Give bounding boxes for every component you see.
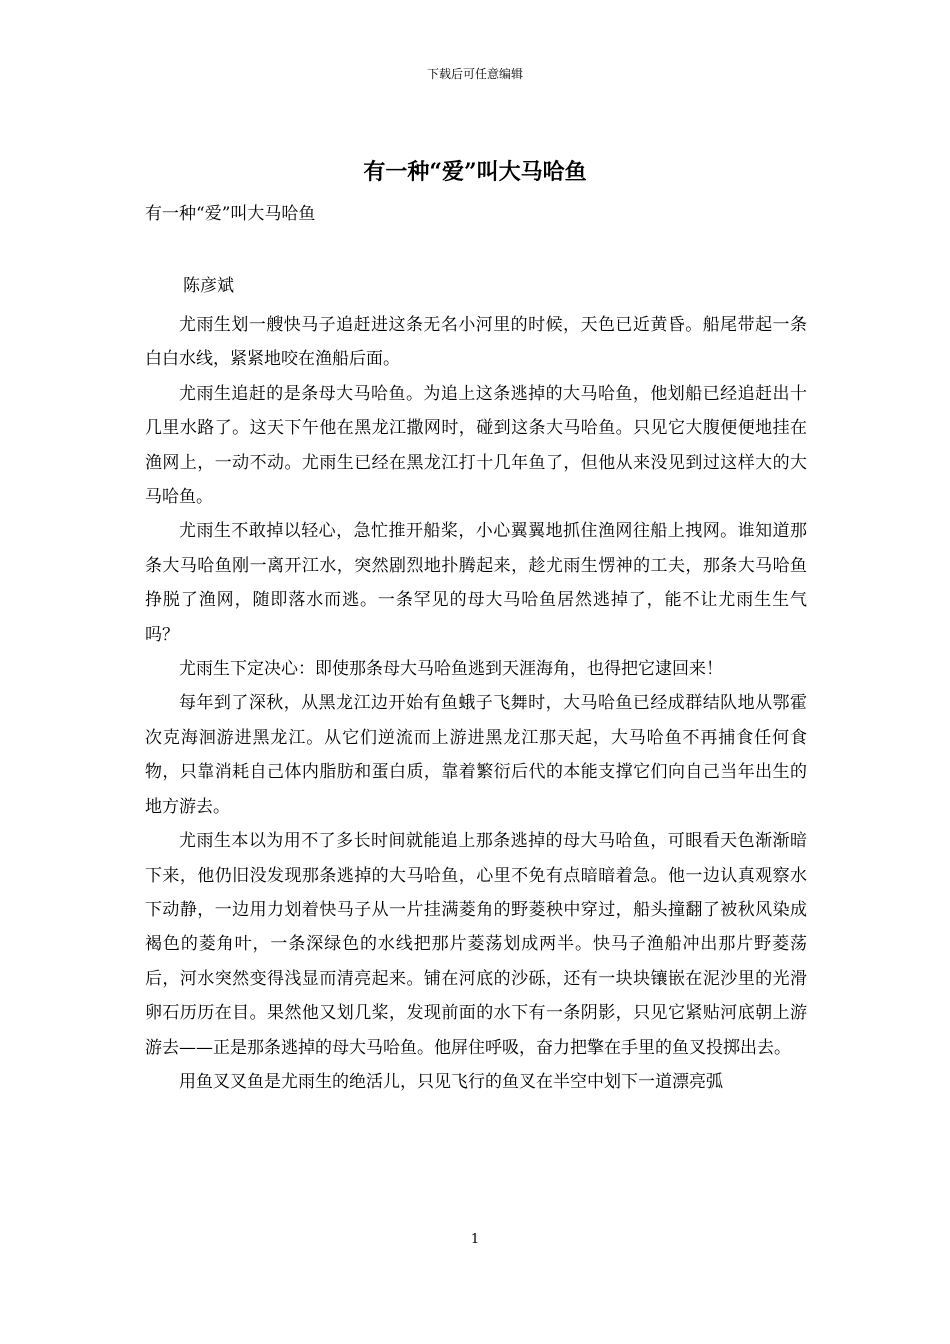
paragraph: 尤雨生不敢掉以轻心，急忙推开船桨，小心翼翼地抓住渔网往船上拽网。谁知道那条大马哈鱼刚一离开江水，突然剧烈地扑腾起来，趁尤雨生愣神的工夫，那条大马哈鱼挣脱了渔网，随即落水而逃。一条罕见的母大马哈鱼居然逃掉了，能不让尤雨生生气吗？ [145,521,807,645]
paragraph: 每年到了深秋，从黑龙江边开始有鱼蛾子飞舞时，大马哈鱼已经成群结队地从鄂霍次克海洄游进黑龙江。从它们逆流而上游进黑龙江那天起，大马哈鱼不再捕食任何食物，只靠消耗自己体内脂肪和蛋白质，靠着繁衍后代的本能支撑它们向自己当年出生的地方游去。 [145,693,807,817]
page-number: 1 [470,1232,480,1247]
paragraph: 尤雨生本以为用不了多长时间就能追上那条逃掉的母大马哈鱼，可眼看天色渐渐暗下来，他仍旧没发现那条逃掉的大马哈鱼，心里不免有点暗暗着急。他一边认真观察水下动静，一边用力划着快马子从一片挂满菱角的野菱秧中穿过，船头撞翻了被秋风染成褐色的菱角叶，一条深绿色的水线把那片菱荡划成两半。快马子渔船冲出那片野菱荡后，河水突然变得浅显而清亮起来。铺在河底的沙砾，还有一块块镶嵌在泥沙里的光滑卵石历历在目。果然他又划几桨，发现前面的水下有一条阴影，只见它紧贴河底朝上游游去——正是那条逃掉的母大马哈鱼。他屏住呼吸，奋力把擎在手里的鱼叉投掷出去。 [145,831,807,1058]
author-name: 陈彦斌 [183,276,234,296]
paragraph: 用鱼叉叉鱼是尤雨生的绝活儿，只见飞行的鱼叉在半空中划下一道漂亮弧 [179,1071,723,1092]
paragraph: 尤雨生追赶的是条母大马哈鱼。为追上这条逃掉的大马哈鱼，他划船已经追赶出十几里水路了。这天下午他在黑龙江撒网时，碰到这条大马哈鱼。只见它大腹便便地挂在渔网上，一动不动。尤雨生已经在黑龙江打十几年鱼了，但他从来没见到过这样大的大马哈鱼。 [145,383,807,508]
document-subtitle: 有一种“爱”叫大马哈鱼 [145,204,316,224]
body-text [145,308,807,1099]
document-title: 有一种“爱”叫大马哈鱼 [363,159,587,185]
page-header: 下载后可任意编辑 [426,67,523,81]
paragraph: 尤雨生划一艘快马子追赶进这条无名小河里的时候，天色已近黄昏。船尾带起一条白白水线，紧紧地咬在渔船后面。 [145,315,807,370]
paragraph: 尤雨生下定决心：即使那条母大马哈鱼逃到天涯海角，也得把它逮回来！ [179,659,723,680]
